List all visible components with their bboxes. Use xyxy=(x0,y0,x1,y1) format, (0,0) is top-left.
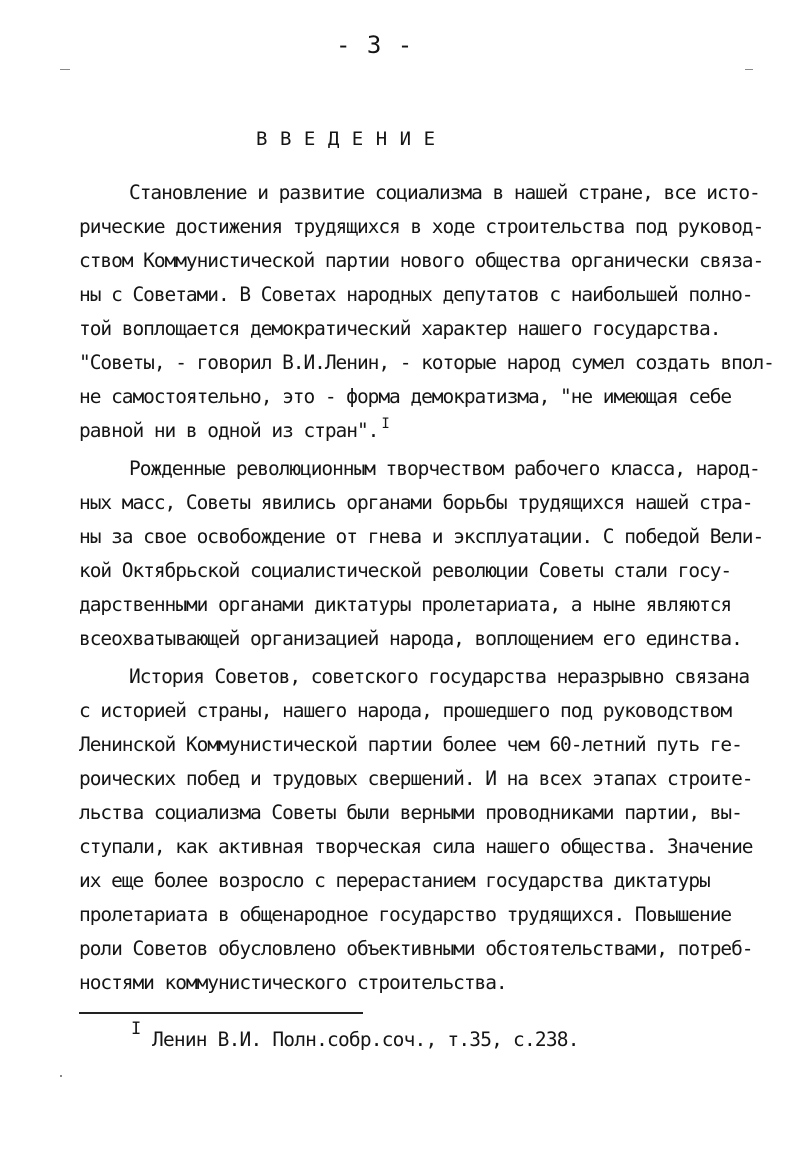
footnote-mark: I xyxy=(131,1019,142,1039)
scan-speck xyxy=(745,69,753,70)
text-line: Становление и развитие социализма в нашей стране, все исто- xyxy=(129,181,760,204)
scan-speck xyxy=(60,69,70,70)
text-line: История Советов, советского государства неразрывно связана xyxy=(129,665,750,688)
text-line: не самостоятельно, это - форма демократизма, "не имеющая себе xyxy=(79,385,732,408)
text-line: ством Коммунистической партии нового общества органически связа- xyxy=(79,249,764,272)
section-heading: ВВЕДЕНИЕ xyxy=(256,128,448,150)
text-line: Рожденные революционным творчеством рабочего класса, народ- xyxy=(129,457,760,480)
text-line: ных масс, Советы явились органами борьбы трудящихся нашей стра- xyxy=(79,491,753,514)
text-line: их еще более возросло с перерастанием государства диктатуры xyxy=(79,869,710,892)
text-line: с историей страны, нашего народа, прошедшего под руководством xyxy=(79,699,732,722)
text-line: роических побед и трудовых свершений. И на всех этапах строите- xyxy=(79,767,753,790)
scan-speck xyxy=(60,1075,62,1077)
text-line: ны с Советами. В Советах народных депутатов с наибольшей полно- xyxy=(79,283,753,306)
text-line: той воплощается демократический характер нашего государства. xyxy=(79,317,721,340)
text-line: ностями коммунистического строительства. xyxy=(79,971,507,994)
text-line: рические достижения трудящихся в ходе строительства под руковод- xyxy=(79,215,764,238)
footnote-divider xyxy=(79,1012,363,1014)
footnote-text: Ленин В.И. Полн.собр.соч., т.35, с.238. xyxy=(152,1028,579,1051)
page-number: - 3 - xyxy=(336,31,414,59)
text-line: ны за свое освобождение от гнева и эксплуатации. С победой Вели- xyxy=(79,525,764,548)
text-line: всеохватывающей организацией народа, воплощением его единства. xyxy=(79,627,742,650)
text-line: роли Советов обусловлено объективными обстоятельствами, потреб- xyxy=(79,937,753,960)
text-line: дарственными органами диктатуры пролетариата, а ныне являются xyxy=(79,593,732,616)
text-line: пролетариата в общенародное государство трудящихся. Повышение xyxy=(79,903,732,926)
text-line: льства социализма Советы были верными проводниками партии, вы- xyxy=(79,801,742,824)
text-line-content: равной ни в одной из стран". xyxy=(79,419,379,442)
footnote-reference: I xyxy=(381,416,389,432)
text-line: Ленинской Коммунистической партии более чем 60-летний путь ге- xyxy=(79,733,742,756)
text-line: ступали, как активная творческая сила нашего общества. Значение xyxy=(79,835,753,858)
text-line: кой Октябрьской социалистической революции Советы стали госу- xyxy=(79,559,732,582)
text-line: "Советы, - говорил В.И.Ленин, - которые народ сумел создать впол- xyxy=(79,351,774,374)
text-line xyxy=(79,416,389,445)
